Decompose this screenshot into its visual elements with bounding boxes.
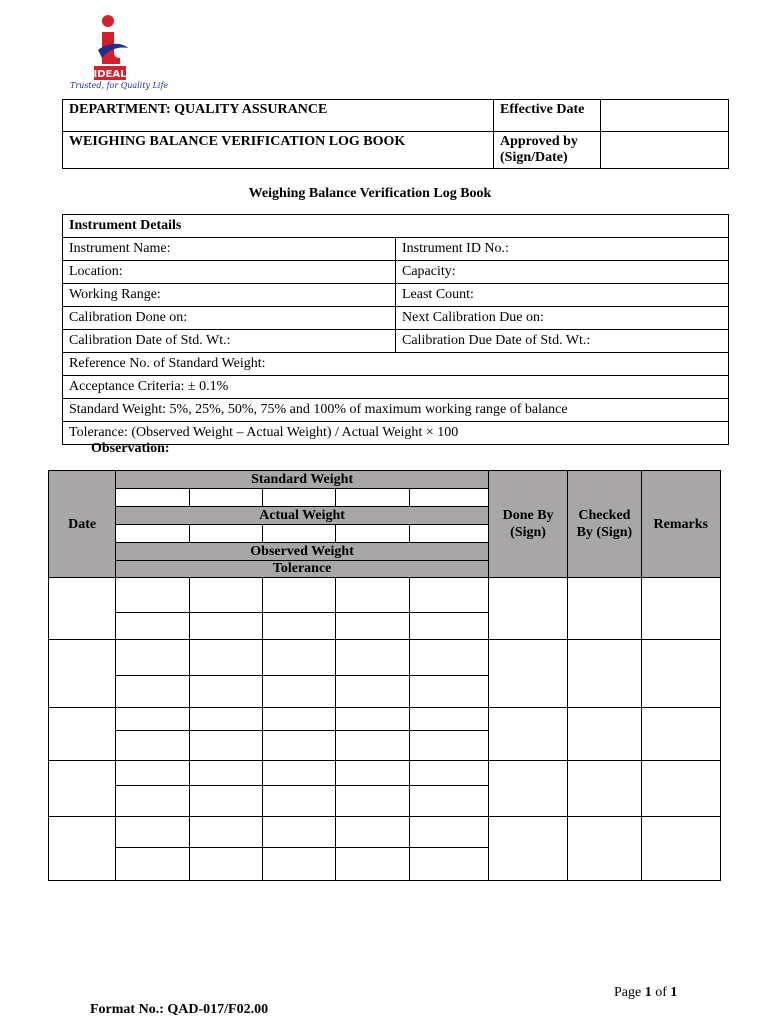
- observed-weight-cell[interactable]: [189, 640, 262, 676]
- tolerance-cell[interactable]: [116, 731, 189, 761]
- done-by-line-1: Done By: [502, 508, 554, 523]
- observed-weight-cell[interactable]: [409, 640, 488, 676]
- actual-weight-cell[interactable]: [116, 525, 189, 543]
- tolerance-cell[interactable]: [336, 731, 409, 761]
- entry-date-cell[interactable]: [49, 578, 116, 640]
- tolerance-formula: Tolerance: (Observed Weight – Actual Weight) / Actual Weight × 100: [63, 422, 729, 445]
- observed-weight-cell[interactable]: [409, 761, 488, 786]
- tolerance-cell[interactable]: [116, 848, 189, 881]
- done-by-cell[interactable]: [488, 578, 567, 640]
- observed-weight-cell[interactable]: [262, 817, 335, 848]
- observed-weight-cell[interactable]: [262, 578, 335, 613]
- instrument-id-field[interactable]: Instrument ID No.:: [396, 238, 729, 261]
- observed-weight-cell[interactable]: [116, 640, 189, 676]
- observed-weight-cell[interactable]: [116, 817, 189, 848]
- observation-table: [48, 470, 721, 881]
- form-title: Weighing Balance Verification Log Book: [248, 186, 492, 201]
- page-number: [614, 985, 677, 1001]
- standard-weight-header: Standard Weight: [116, 471, 489, 489]
- observed-weight-header: Observed Weight: [116, 543, 489, 561]
- actual-weight-cell[interactable]: [189, 525, 262, 543]
- standard-weight-cell[interactable]: [116, 489, 189, 507]
- instrument-name-field[interactable]: Instrument Name:: [63, 238, 396, 261]
- working-range-field[interactable]: Working Range:: [63, 284, 396, 307]
- observed-weight-cell[interactable]: [262, 640, 335, 676]
- tolerance-cell[interactable]: [336, 848, 409, 881]
- tolerance-cell[interactable]: [336, 786, 409, 817]
- actual-weight-header: Actual Weight: [116, 507, 489, 525]
- tolerance-cell[interactable]: [409, 786, 488, 817]
- observed-weight-cell[interactable]: [189, 578, 262, 613]
- actual-weight-cell[interactable]: [336, 525, 409, 543]
- remarks-cell[interactable]: [641, 761, 720, 817]
- tolerance-cell[interactable]: [409, 731, 488, 761]
- checked-by-cell[interactable]: [568, 708, 641, 761]
- entry-date-cell[interactable]: [49, 640, 116, 708]
- tolerance-cell[interactable]: [262, 676, 335, 708]
- tolerance-cell[interactable]: [262, 786, 335, 817]
- tolerance-cell[interactable]: [116, 786, 189, 817]
- calibration-due-std-wt-field[interactable]: Calibration Due Date of Std. Wt.:: [396, 330, 729, 353]
- page-current: 1: [644, 985, 652, 1000]
- observed-weight-cell[interactable]: [336, 817, 409, 848]
- entry-date-cell[interactable]: [49, 761, 116, 817]
- observed-weight-cell[interactable]: [409, 578, 488, 613]
- tolerance-cell[interactable]: [262, 731, 335, 761]
- entry-date-cell[interactable]: [49, 817, 116, 881]
- next-calibration-field[interactable]: Next Calibration Due on:: [396, 307, 729, 330]
- approved-by-line-2: (Sign/Date): [500, 150, 568, 165]
- done-by-cell[interactable]: [488, 817, 567, 881]
- tolerance-cell[interactable]: [409, 613, 488, 640]
- date-header: Date: [49, 471, 116, 578]
- tolerance-cell[interactable]: [116, 676, 189, 708]
- checked-by-cell[interactable]: [568, 817, 641, 881]
- effective-date-label: Effective Date: [494, 100, 601, 132]
- tolerance-cell[interactable]: [116, 613, 189, 640]
- page-total: 1: [670, 985, 678, 1000]
- checked-by-line-2: By (Sign): [576, 525, 633, 540]
- effective-date-value[interactable]: [601, 100, 729, 132]
- acceptance-criteria: Acceptance Criteria: ± 0.1%: [63, 376, 729, 399]
- tolerance-cell[interactable]: [189, 676, 262, 708]
- remarks-header: Remarks: [641, 471, 720, 578]
- observed-weight-cell[interactable]: [336, 708, 409, 731]
- calibration-date-std-wt-field[interactable]: Calibration Date of Std. Wt.:: [63, 330, 396, 353]
- checked-by-cell[interactable]: [568, 640, 641, 708]
- logo-wordmark: IDEAL: [93, 69, 127, 80]
- instrument-details-heading: Instrument Details: [63, 215, 729, 238]
- standard-weight-note: Standard Weight: 5%, 25%, 50%, 75% and 100% of maximum working range of balance: [63, 399, 729, 422]
- observed-weight-cell[interactable]: [262, 761, 335, 786]
- standard-weight-cell[interactable]: [409, 489, 488, 507]
- standard-weight-cell[interactable]: [336, 489, 409, 507]
- observed-weight-cell[interactable]: [189, 817, 262, 848]
- actual-weight-cell[interactable]: [262, 525, 335, 543]
- remarks-cell[interactable]: [641, 640, 720, 708]
- observed-weight-cell[interactable]: [116, 578, 189, 613]
- observed-weight-cell[interactable]: [409, 817, 488, 848]
- observed-weight-cell[interactable]: [336, 578, 409, 613]
- capacity-field[interactable]: Capacity:: [396, 261, 729, 284]
- page-of: of: [655, 985, 667, 1000]
- checked-by-cell[interactable]: [568, 761, 641, 817]
- approved-by-value[interactable]: [601, 132, 729, 169]
- observed-weight-cell[interactable]: [409, 708, 488, 731]
- tolerance-cell[interactable]: [336, 676, 409, 708]
- observed-weight-cell[interactable]: [116, 708, 189, 731]
- least-count-field[interactable]: Least Count:: [396, 284, 729, 307]
- document-header-table: [62, 99, 729, 169]
- tolerance-cell[interactable]: [409, 676, 488, 708]
- page-prefix: Page: [614, 985, 642, 1000]
- done-by-header: [488, 471, 567, 578]
- logo-dot: [102, 15, 114, 27]
- checked-by-header: [568, 471, 641, 578]
- tolerance-cell[interactable]: [409, 848, 488, 881]
- remarks-cell[interactable]: [641, 578, 720, 640]
- tolerance-cell[interactable]: [189, 613, 262, 640]
- logo-tagline: Trusted, for Quality Life: [70, 81, 169, 90]
- approved-by-label: [494, 132, 601, 169]
- location-field[interactable]: Location:: [63, 261, 396, 284]
- remarks-cell[interactable]: [641, 817, 720, 881]
- tolerance-cell[interactable]: [189, 848, 262, 881]
- standard-weight-cell[interactable]: [262, 489, 335, 507]
- document-title-cell: WEIGHING BALANCE VERIFICATION LOG BOOK: [63, 132, 494, 169]
- checked-by-line-1: Checked: [578, 508, 631, 523]
- tolerance-cell[interactable]: [189, 786, 262, 817]
- remarks-cell[interactable]: [641, 708, 720, 761]
- standard-weight-cell[interactable]: [189, 489, 262, 507]
- tolerance-header: Tolerance: [116, 561, 489, 578]
- tolerance-cell[interactable]: [262, 848, 335, 881]
- checked-by-cell[interactable]: [568, 578, 641, 640]
- done-by-line-2: (Sign): [510, 525, 546, 540]
- reference-no-field[interactable]: Reference No. of Standard Weight:: [63, 353, 729, 376]
- tolerance-cell[interactable]: [262, 613, 335, 640]
- instrument-details-table: [62, 214, 729, 445]
- observed-weight-cell[interactable]: [189, 761, 262, 786]
- observed-weight-cell[interactable]: [262, 708, 335, 731]
- format-number: Format No.: QAD-017/F02.00: [90, 1002, 269, 1017]
- observed-weight-cell[interactable]: [189, 708, 262, 731]
- actual-weight-cell[interactable]: [409, 525, 488, 543]
- observed-weight-cell[interactable]: [336, 761, 409, 786]
- done-by-cell[interactable]: [488, 708, 567, 761]
- calibration-done-field[interactable]: Calibration Done on:: [63, 307, 396, 330]
- tolerance-cell[interactable]: [189, 731, 262, 761]
- department-cell: DEPARTMENT: QUALITY ASSURANCE: [63, 100, 494, 132]
- tolerance-cell[interactable]: [336, 613, 409, 640]
- observed-weight-cell[interactable]: [336, 640, 409, 676]
- observation-label: Observation:: [91, 441, 170, 456]
- entry-date-cell[interactable]: [49, 708, 116, 761]
- observed-weight-cell[interactable]: [116, 761, 189, 786]
- done-by-cell[interactable]: [488, 761, 567, 817]
- done-by-cell[interactable]: [488, 640, 567, 708]
- approved-by-line-1: Approved by: [500, 134, 578, 149]
